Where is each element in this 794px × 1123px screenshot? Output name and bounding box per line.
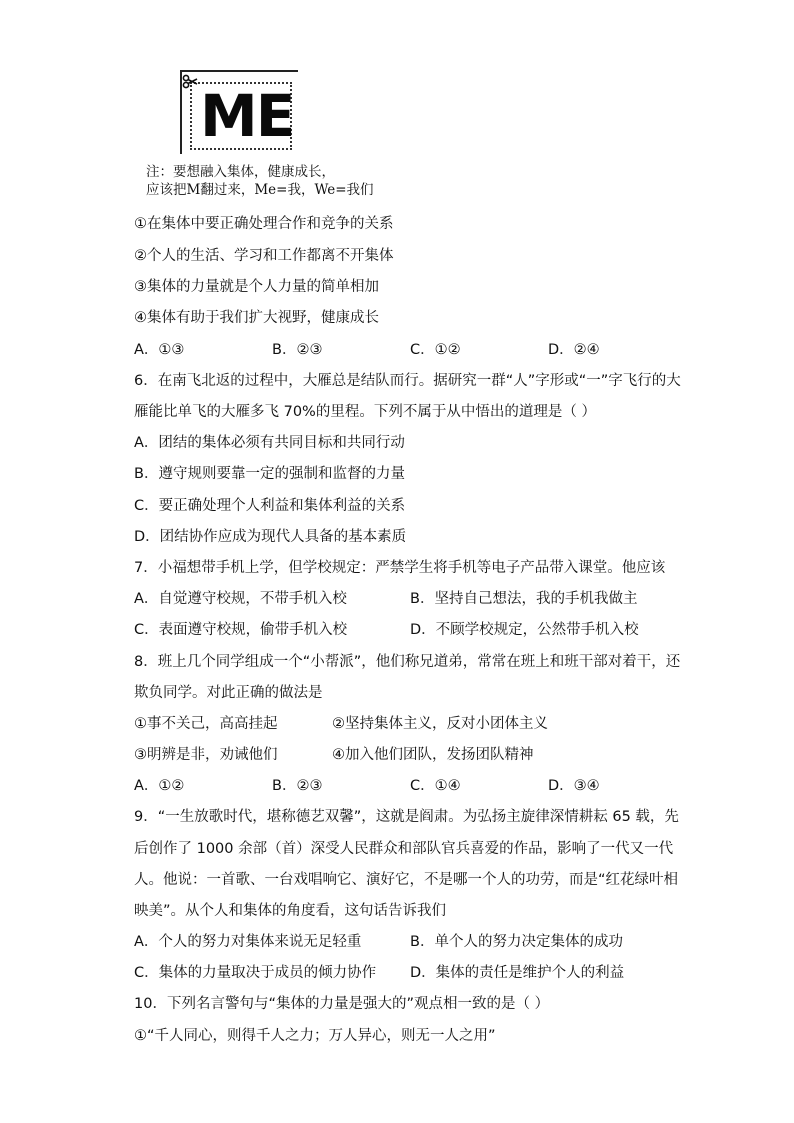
q10-item-1: ①“千人同心，则得千人之力；万人异心，则无一人之用” [134,1028,496,1044]
scissors-icon [182,74,198,90]
q5-item-1: ①在集体中要正确处理合作和竞争的关系 [134,216,394,232]
q10-stem: 10．下列名言警句与“集体的力量是强大的”观点相一致的是（ ） [134,996,550,1012]
figure-note-line1: 注：要想融入集体，健康成长， [146,164,335,180]
q5-option-c[interactable]: C．①② [410,342,461,358]
q7-option-c[interactable]: C．表面遵守校规，偷带手机入校 [134,622,348,638]
q9-stem-line4: 映美”。从个人和集体的角度看，这句话告诉我们 [134,903,447,919]
q6-option-b[interactable]: B．遵守规则要靠一定的强制和监督的力量 [134,466,405,482]
q8-item-2: ②坚持集体主义，反对小团体主义 [332,716,548,732]
q5-item-2: ②个人的生活、学习和工作都离不开集体 [134,248,394,264]
me-figure [180,70,298,156]
q8-option-d[interactable]: D．③④ [548,778,600,794]
q9-option-a[interactable]: A．个人的努力对集体来说无足轻重 [134,934,362,950]
q5-option-b[interactable]: B．②③ [272,342,323,358]
q8-option-c[interactable]: C．①④ [410,778,461,794]
q6-option-c[interactable]: C．要正确处理个人利益和集体利益的关系 [134,498,406,514]
q6-stem-line2: 雁能比单飞的大雁多飞 70%的里程。下列不属于从中悟出的道理是（ ） [134,404,596,420]
q8-option-b[interactable]: B．②③ [272,778,323,794]
q7-option-b[interactable]: B．坚持自己想法，我的手机我做主 [410,591,638,607]
q8-option-a[interactable]: A．①② [134,778,185,794]
q7-stem: 7．小福想带手机上学，但学校规定：严禁学生将手机等电子产品带入课堂。他应该 [134,560,666,576]
figure-letters: ME [200,82,294,150]
q9-stem-line2: 后创作了 1000 余部（首）深受人民群众和部队官兵喜爱的作品，影响了一代又一代 [134,841,674,857]
q5-item-4: ④集体有助于我们扩大视野，健康成长 [134,310,379,326]
q9-stem-line1: 9．“一生放歌时代，堪称德艺双馨”，这就是阎肃。为弘扬主旋律深情耕耘 65 载，先 [134,809,679,825]
q5-item-3: ③集体的力量就是个人力量的简单相加 [134,279,379,295]
q9-stem-line3: 人。他说：一首歌、一台戏唱响它、演好它，不是哪一个人的功劳，而是“红花绿叶相 [134,872,679,888]
q8-item-3: ③明辨是非，劝诫他们 [134,747,278,763]
q5-option-a[interactable]: A．①③ [134,342,185,358]
q9-option-d[interactable]: D．集体的责任是维护个人的利益 [410,965,625,981]
q5-option-d[interactable]: D．②④ [548,342,600,358]
q9-option-c[interactable]: C．集体的力量取决于成员的倾力协作 [134,965,377,981]
q7-option-a[interactable]: A．自觉遵守校规，不带手机入校 [134,591,347,607]
q6-stem-line1: 6．在南飞北返的过程中，大雁总是结队而行。据研究一群“人”字形或“一”字飞行的大 [134,373,681,389]
figure-note-line2: 应该把M翻过来，Me=我，We=我们 [146,182,374,198]
q6-option-d[interactable]: D．团结协作应成为现代人具备的基本素质 [134,529,407,545]
q8-item-1: ①事不关己，高高挂起 [134,716,278,732]
q7-option-d[interactable]: D．不顾学校规定，公然带手机入校 [410,622,639,638]
q8-item-4: ④加入他们团队，发扬团队精神 [332,747,534,763]
q9-option-b[interactable]: B．单个人的努力决定集体的成功 [410,934,623,950]
q6-option-a[interactable]: A．团结的集体必须有共同目标和共同行动 [134,435,405,451]
q8-stem-line1: 8．班上几个同学组成一个“小帮派”，他们称兄道弟，常常在班上和班干部对着干，还 [134,654,681,670]
q8-stem-line2: 欺负同学。对此正确的做法是 [134,685,323,701]
